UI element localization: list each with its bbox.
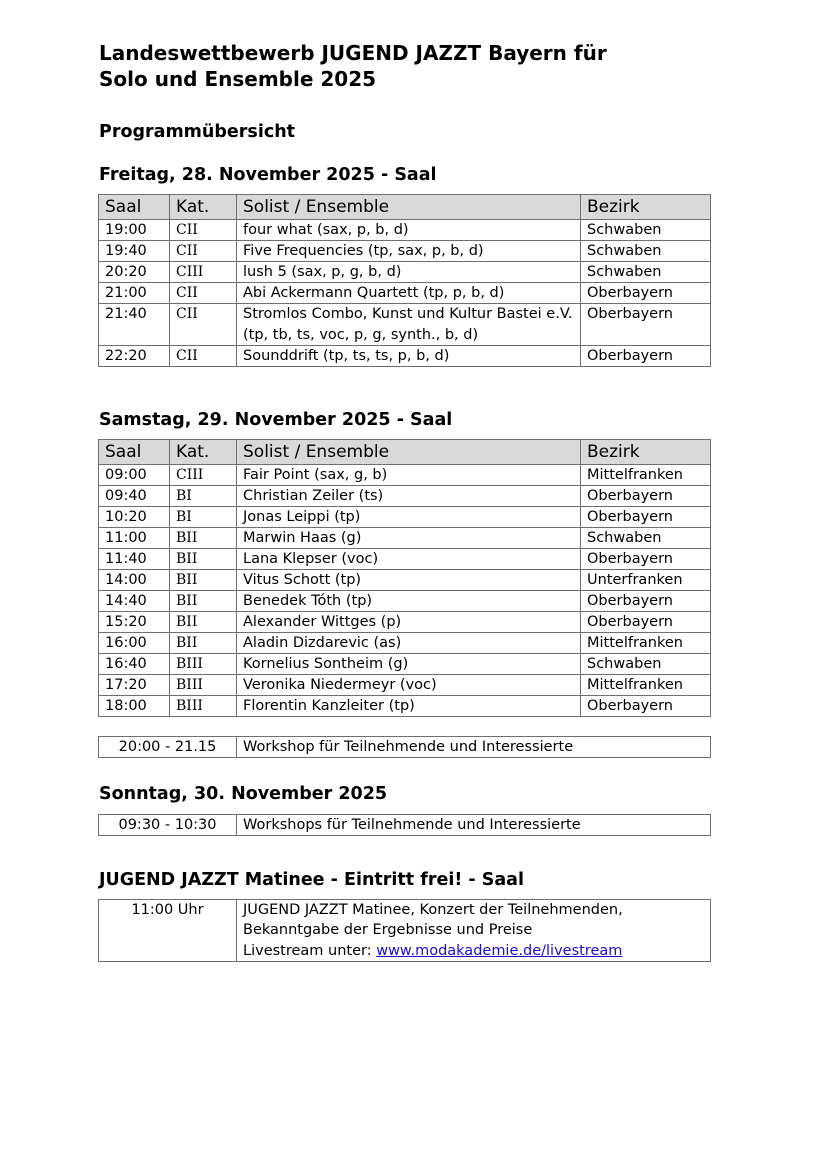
table-header-row (99, 440, 711, 465)
workshop-time: 20:00 - 21.15 (99, 737, 237, 758)
row-district: Schwaben (581, 262, 711, 283)
header-bezirk: Bezirk (581, 440, 711, 465)
row-district: Mittelfranken (581, 675, 711, 696)
row-district: Oberbayern (581, 612, 711, 633)
row-ensemble: Lana Klepser (voc) (237, 549, 581, 570)
header-ensemble: Solist / Ensemble (237, 440, 581, 465)
row-district: Schwaben (581, 654, 711, 675)
row-category: CII (170, 346, 237, 367)
table-row (99, 220, 711, 241)
row-time: 11:00 (99, 528, 170, 549)
row-ensemble: Stromlos Combo, Kunst und Kultur Bastei e.V. (tp, tb, ts, voc, p, g, synth., b, d) (237, 304, 581, 346)
sunday-workshop-table (98, 814, 711, 836)
row-ensemble: Sounddrift (tp, ts, ts, p, b, d) (237, 346, 581, 367)
row-time: 19:00 (99, 220, 170, 241)
row-category: BIII (170, 675, 237, 696)
row-time: 18:00 (99, 696, 170, 717)
row-time: 22:20 (99, 346, 170, 367)
header-kat: Kat. (170, 440, 237, 465)
row-time: 14:40 (99, 591, 170, 612)
table-row (99, 591, 711, 612)
row-district: Oberbayern (581, 346, 711, 367)
table-row (99, 507, 711, 528)
row-ensemble: Five Frequencies (tp, sax, p, b, d) (237, 241, 581, 262)
row-district: Oberbayern (581, 486, 711, 507)
row-time: 11:40 (99, 549, 170, 570)
row-ensemble: Florentin Kanzleiter (tp) (237, 696, 581, 717)
row-ensemble: lush 5 (sax, p, g, b, d) (237, 262, 581, 283)
row-time: 16:40 (99, 654, 170, 675)
table-row (99, 346, 711, 367)
matinee-row (99, 900, 711, 962)
workshop-row (99, 815, 711, 836)
saturday-heading: Samstag, 29. November 2025 - Saal (99, 410, 453, 430)
row-category: CII (170, 304, 237, 346)
row-category: BII (170, 528, 237, 549)
table-row (99, 570, 711, 591)
row-district: Oberbayern (581, 304, 711, 346)
row-time: 09:40 (99, 486, 170, 507)
row-district: Mittelfranken (581, 465, 711, 486)
row-category: BI (170, 486, 237, 507)
row-time: 09:00 (99, 465, 170, 486)
table-row (99, 549, 711, 570)
workshop-text: Workshops für Teilnehmende und Interessierte (237, 815, 711, 836)
table-row (99, 304, 711, 346)
row-category: BII (170, 612, 237, 633)
header-ensemble: Solist / Ensemble (237, 195, 581, 220)
matinee-time: 11:00 Uhr (99, 900, 237, 962)
row-category: BII (170, 633, 237, 654)
table-row (99, 696, 711, 717)
table-row (99, 675, 711, 696)
row-district: Unterfranken (581, 570, 711, 591)
row-category: CIII (170, 262, 237, 283)
row-time: 14:00 (99, 570, 170, 591)
row-ensemble: Alexander Wittges (p) (237, 612, 581, 633)
row-category: BIII (170, 654, 237, 675)
matinee-description (237, 900, 711, 962)
row-ensemble: four what (sax, p, b, d) (237, 220, 581, 241)
workshop-time: 09:30 - 10:30 (99, 815, 237, 836)
row-category: BII (170, 549, 237, 570)
table-row (99, 528, 711, 549)
table-row (99, 283, 711, 304)
row-district: Oberbayern (581, 696, 711, 717)
row-district: Oberbayern (581, 591, 711, 612)
program-overview-heading: Programmübersicht (99, 122, 296, 142)
header-bezirk: Bezirk (581, 195, 711, 220)
row-time: 16:00 (99, 633, 170, 654)
row-category: BIII (170, 696, 237, 717)
row-ensemble: Vitus Schott (tp) (237, 570, 581, 591)
page-title (99, 40, 607, 92)
row-ensemble: Christian Zeiler (ts) (237, 486, 581, 507)
row-district: Schwaben (581, 528, 711, 549)
livestream-link[interactable]: www.modakademie.de/livestream (376, 942, 623, 959)
row-district: Schwaben (581, 220, 711, 241)
table-row (99, 612, 711, 633)
table-header-row (99, 195, 711, 220)
table-row (99, 241, 711, 262)
header-saal: Saal (99, 440, 170, 465)
row-time: 10:20 (99, 507, 170, 528)
row-ensemble: Jonas Leippi (tp) (237, 507, 581, 528)
row-time: 19:40 (99, 241, 170, 262)
saturday-table (98, 439, 711, 717)
title-line-1: Landeswettbewerb JUGEND JAZZT Bayern für (99, 41, 607, 65)
header-kat: Kat. (170, 195, 237, 220)
row-time: 21:40 (99, 304, 170, 346)
friday-table (98, 194, 711, 367)
row-district: Schwaben (581, 241, 711, 262)
row-ensemble: Benedek Tóth (tp) (237, 591, 581, 612)
table-row (99, 486, 711, 507)
row-category: BII (170, 591, 237, 612)
row-category: BII (170, 570, 237, 591)
row-category: CII (170, 241, 237, 262)
table-row (99, 633, 711, 654)
matinee-line-1: JUGEND JAZZT Matinee, Konzert der Teilnehmenden, (243, 902, 623, 918)
table-row (99, 654, 711, 675)
row-time: 21:00 (99, 283, 170, 304)
row-time: 20:20 (99, 262, 170, 283)
saturday-workshop-table (98, 736, 711, 758)
table-row (99, 262, 711, 283)
row-ensemble: Abi Ackermann Quartett (tp, p, b, d) (237, 283, 581, 304)
workshop-row (99, 737, 711, 758)
workshop-text: Workshop für Teilnehmende und Interessierte (237, 737, 711, 758)
row-category: CII (170, 283, 237, 304)
row-ensemble: Kornelius Sontheim (g) (237, 654, 581, 675)
friday-heading: Freitag, 28. November 2025 - Saal (99, 165, 437, 185)
row-ensemble: Marwin Haas (g) (237, 528, 581, 549)
row-district: Oberbayern (581, 507, 711, 528)
row-time: 17:20 (99, 675, 170, 696)
row-district: Oberbayern (581, 549, 711, 570)
row-district: Mittelfranken (581, 633, 711, 654)
table-row (99, 465, 711, 486)
row-district: Oberbayern (581, 283, 711, 304)
row-category: CII (170, 220, 237, 241)
livestream-label: Livestream unter: (243, 942, 377, 959)
sunday-heading: Sonntag, 30. November 2025 (99, 784, 388, 804)
row-category: BI (170, 507, 237, 528)
matinee-line-2: Bekanntgabe der Ergebnisse und Preise (243, 922, 533, 939)
matinee-table (98, 899, 711, 962)
header-saal: Saal (99, 195, 170, 220)
row-ensemble: Veronika Niedermeyr (voc) (237, 675, 581, 696)
row-ensemble: Fair Point (sax, g, b) (237, 465, 581, 486)
row-category: CIII (170, 465, 237, 486)
row-ensemble: Aladin Dizdarevic (as) (237, 633, 581, 654)
title-line-2: Solo und Ensemble 2025 (99, 67, 377, 91)
matinee-heading: JUGEND JAZZT Matinee - Eintritt frei! - Saal (99, 870, 524, 890)
row-time: 15:20 (99, 612, 170, 633)
